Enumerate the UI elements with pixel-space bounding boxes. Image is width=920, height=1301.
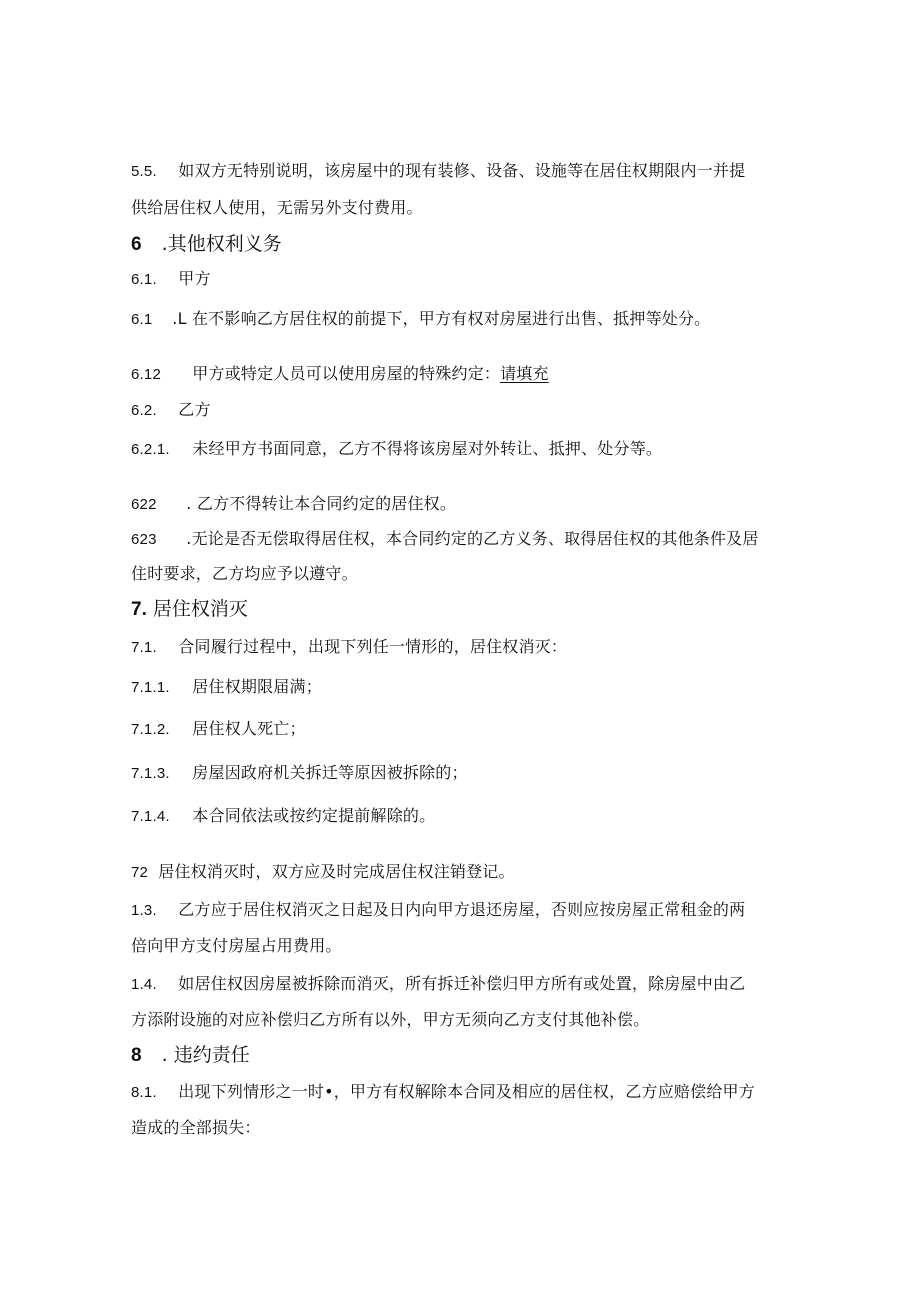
clause-text: 房屋因政府机关拆迁等原因被拆除的；	[192, 763, 468, 782]
clause-7-1-4	[131, 805, 791, 828]
clause-6-2-1	[131, 438, 791, 461]
clause-text: 合同履行过程中，出现下列任一情形的，居住权消灭：	[178, 637, 568, 656]
fill-in-blank[interactable]: 请填充	[500, 364, 549, 383]
clause-text: 造成的全部损失：	[131, 1118, 261, 1137]
clause-1-3-line-1	[131, 899, 791, 922]
clause-text: 如居住权因房屋被拆除而消灭，所有拆迁补偿归甲方所有或处置，除房屋中由乙	[178, 974, 746, 993]
clause-6-2	[131, 399, 791, 422]
clause-text: 甲方或特定人员可以使用房屋的特殊约定：	[192, 364, 501, 383]
clause-text: .无论是否无偿取得居住权，本合同约定的乙方义务、取得居住权的其他条件及居	[186, 529, 759, 548]
clause-1-3-line-2	[131, 935, 791, 957]
clause-number: 7.1.1.	[131, 679, 170, 696]
clause-number: 6.2.	[131, 402, 157, 419]
clause-5-5-line-1	[131, 160, 791, 183]
clause-text: 居住权消灭时，双方应及时完成居住权注销登记。	[158, 862, 515, 881]
clause-8-1-line-1	[131, 1081, 791, 1104]
section-heading-7	[131, 596, 248, 623]
clause-6-1	[131, 268, 791, 291]
clause-6-1-1	[131, 308, 791, 331]
clause-number: 6.1	[131, 311, 153, 328]
clause-text: .L 在不影响乙方居住权的前提下，甲方有权对房屋进行出售、抵押等处分。	[172, 309, 711, 328]
clause-number: 6.12	[131, 366, 161, 383]
section-title: .其他权利义务	[161, 233, 282, 255]
clause-1-4-line-1	[131, 973, 791, 996]
section-heading-8	[131, 1042, 250, 1069]
clause-8-1-line-2	[131, 1117, 791, 1139]
clause-6-2-3-line-2	[131, 563, 791, 585]
clause-text: 居住权期限届满；	[192, 677, 322, 696]
clause-number: 6.1.	[131, 271, 157, 288]
clause-text: 本合同依法或按约定提前解除的。	[192, 806, 436, 825]
clause-6-2-3-line-1	[131, 528, 791, 551]
clause-text: 方添附设施的对应补偿归乙方所有以外，甲方无须向乙方支付其他补偿。	[131, 1010, 650, 1029]
clause-number: 623	[131, 531, 157, 548]
clause-number: 622	[131, 496, 157, 513]
clause-text: 供给居住权人使用，无需另外支付费用。	[131, 198, 423, 217]
clause-number: 1.4.	[131, 976, 157, 993]
section-title: . 违约责任	[161, 1044, 250, 1066]
clause-number: 8.1.	[131, 1084, 157, 1101]
clause-1-4-line-2	[131, 1009, 791, 1031]
clause-7-1-3	[131, 762, 791, 785]
section-number: 7.	[131, 599, 147, 620]
clause-number: 7.1.4.	[131, 808, 170, 825]
clause-7-1-2	[131, 718, 791, 741]
clause-number: 7.1.3.	[131, 765, 170, 782]
clause-6-1-2	[131, 363, 791, 386]
clause-5-5-line-2	[131, 197, 791, 219]
clause-7-1-1	[131, 676, 791, 699]
clause-number: 72	[131, 864, 149, 881]
clause-7-1	[131, 636, 791, 659]
clause-number: 6.2.1.	[131, 441, 170, 458]
clause-text: 出现下列情形之一时•，甲方有权解除本合同及相应的居住权，乙方应赔偿给甲方	[178, 1082, 755, 1101]
clause-text: 甲方	[178, 269, 211, 288]
clause-text: . 乙方不得转让本合同约定的居住权。	[186, 494, 457, 513]
section-title: 居住权消灭	[152, 598, 248, 620]
clause-text: 如双方无特别说明，该房屋中的现有装修、设备、设施等在居住权期限内一并提	[178, 161, 746, 180]
clause-number: 1.3.	[131, 902, 157, 919]
clause-number: 5.5.	[131, 163, 157, 180]
clause-number: 7.1.2.	[131, 721, 170, 738]
clause-6-2-2	[131, 493, 791, 516]
clause-text: 倍向甲方支付房屋占用费用。	[131, 936, 342, 955]
clause-text: 住时要求，乙方均应予以遵守。	[131, 564, 358, 583]
clause-number: 7.1.	[131, 639, 157, 656]
clause-text: 居住权人死亡；	[192, 719, 306, 738]
section-heading-6	[131, 231, 282, 258]
clause-text: 未经甲方书面同意，乙方不得将该房屋对外转让、抵押、处分等。	[192, 439, 663, 458]
clause-7-2	[131, 861, 791, 884]
section-number: 6	[131, 234, 142, 255]
clause-text: 乙方	[178, 400, 211, 419]
section-number: 8	[131, 1045, 142, 1066]
clause-text: 乙方应于居住权消灭之日起及日内向甲方退还房屋，否则应按房屋正常租金的两	[178, 900, 746, 919]
